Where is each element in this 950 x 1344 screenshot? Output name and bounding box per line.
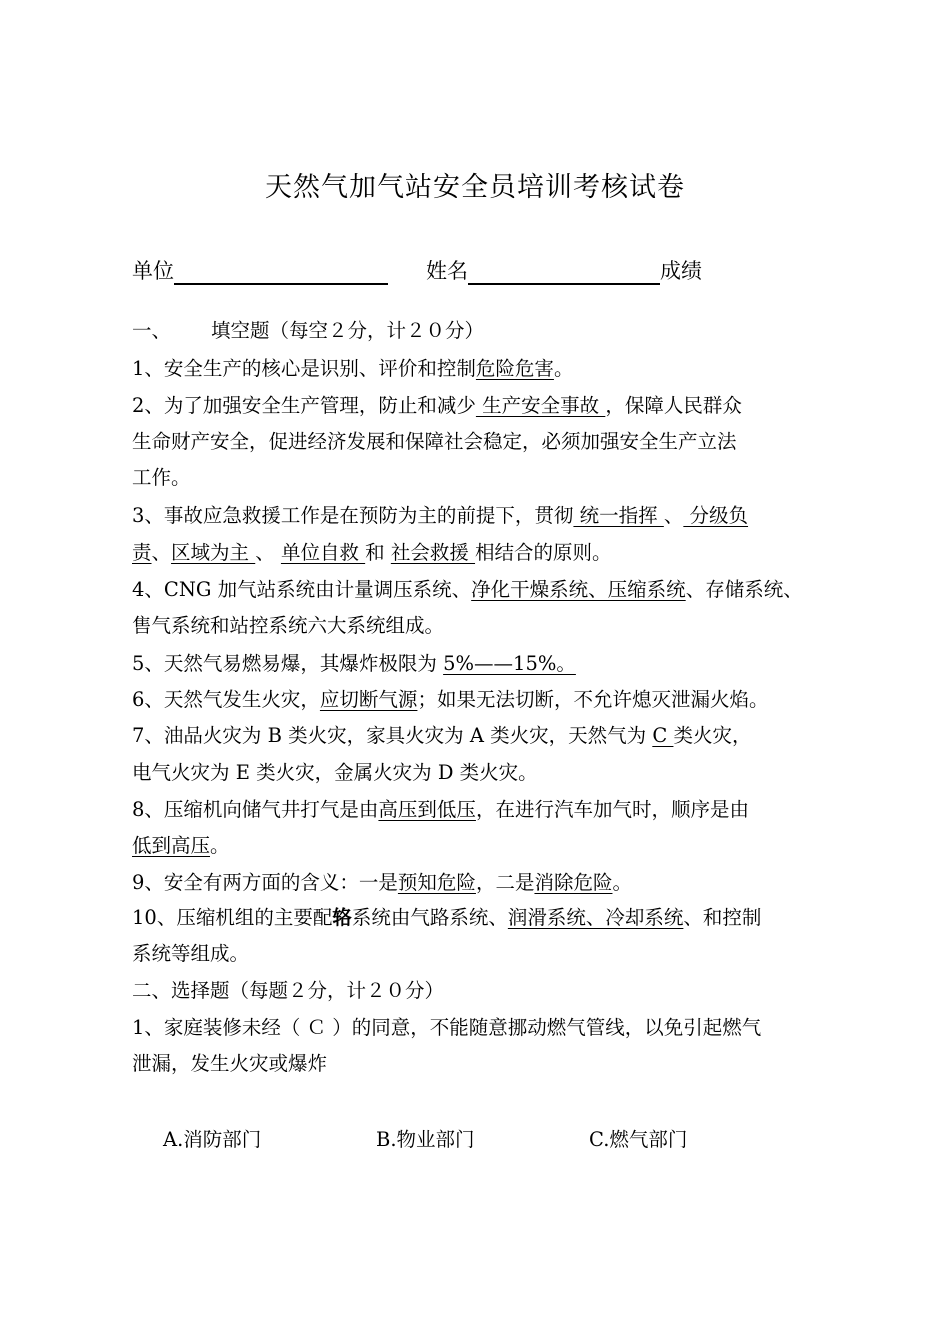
choice-question-1: 1、家庭装修未经（ Ｃ ）的同意，不能随意挪动燃气管线，以免引起燃气 (132, 1016, 762, 1039)
section2-heading: 二、选择题（每题２分，计２０分） (132, 979, 445, 1002)
unit-blank (174, 259, 388, 285)
header-fields (132, 255, 702, 285)
answer: 净化干燥系统、压缩系统 (471, 578, 686, 601)
option-a: A.消防部门 (163, 1128, 262, 1151)
option-b: B.物业部门 (376, 1128, 475, 1151)
answer: 高压到低压 (378, 798, 476, 821)
answer: 预知危险 (397, 871, 476, 894)
answer: 责 (132, 541, 152, 564)
answer: 区域为主 (171, 541, 256, 564)
answer: 危险危害 (475, 357, 554, 380)
answer: 社会救援 (390, 541, 476, 564)
page-title: 天然气加气站安全员培训考核试卷 (265, 172, 685, 203)
fill-question-4-line2: 售气系统和站控系统六大系统组成。 (132, 614, 445, 637)
answer: 生产安全事故 (475, 394, 606, 417)
answer: 单位自救 (280, 541, 366, 564)
score-label: 成绩 (660, 259, 702, 283)
answer: 分级负 (683, 504, 749, 527)
answer: 统一指挥 (573, 504, 664, 527)
answer: 润滑系统、冷却系统 (507, 906, 684, 929)
fill-question-10: 10、压缩机组的主要配辂系统由气路系统、润滑系统、冷却系统、和控制 (132, 906, 762, 929)
answer: 应切断气源 (319, 688, 418, 711)
section1-heading: 一、 填空题（每空２分，计２０分） (132, 319, 485, 342)
fill-question-3-line2: 责、区域为主 、 单位自救 和 社会救援 相结合的原则。 (132, 541, 612, 564)
fill-question-7: 7、油品火灾为 B 类火灾，家具火灾为 A 类火灾，天然气为 C 类火灾， (132, 724, 752, 747)
name-label: 姓名 (426, 259, 468, 283)
fill-question-9: 9、安全有两方面的含义：一是预知危险，二是消除危险。 (132, 871, 632, 894)
fill-question-2-line3: 工作。 (132, 466, 191, 489)
answer: 消除危险 (534, 871, 613, 894)
answer: 5%——15%。 (443, 652, 576, 675)
fill-question-7-line2: 电气火灾为 E 类火灾，金属火灾为 D 类火灾。 (132, 761, 538, 784)
name-blank (468, 259, 660, 285)
fill-question-5: 5、天然气易燃易爆，其爆炸极限为 5%——15%。 (132, 652, 576, 675)
fill-question-6: 6、天然气发生火灾，应切断气源；如果无法切断，不允许熄灭泄漏火焰。 (132, 688, 769, 711)
choice-question-1-line2: 泄漏，发生火灾或爆炸 (132, 1052, 328, 1075)
option-c: C.燃气部门 (589, 1128, 688, 1151)
fill-question-8-line2: 低到高压。 (132, 834, 230, 857)
fill-question-8: 8、压缩机向储气井打气是由高压到低压，在进行汽车加气时，顺序是由 (132, 798, 749, 821)
fill-question-4: 4、CNG 加气站系统由计量调压系统、净化干燥系统、压缩系统、存储系统、 (132, 578, 803, 601)
fill-question-10-line2: 系统等组成。 (132, 942, 250, 965)
unit-label: 单位 (132, 259, 174, 283)
fill-question-2: 2、为了加强安全生产管理，防止和减少 生产安全事故 ，保障人民群众 (132, 394, 742, 417)
answer: C (652, 724, 674, 747)
fill-question-1: 1、安全生产的核心是识别、评价和控制危险危害。 (132, 357, 574, 380)
fill-question-3: 3、事故应急救援工作是在预防为主的前提下，贯彻 统一指挥 、 分级负 (132, 504, 749, 527)
answer: 低到高压 (132, 834, 211, 857)
fill-question-2-line2: 生命财产安全，促进经济发展和保障社会稳定，必须加强安全生产立法 (132, 430, 737, 453)
